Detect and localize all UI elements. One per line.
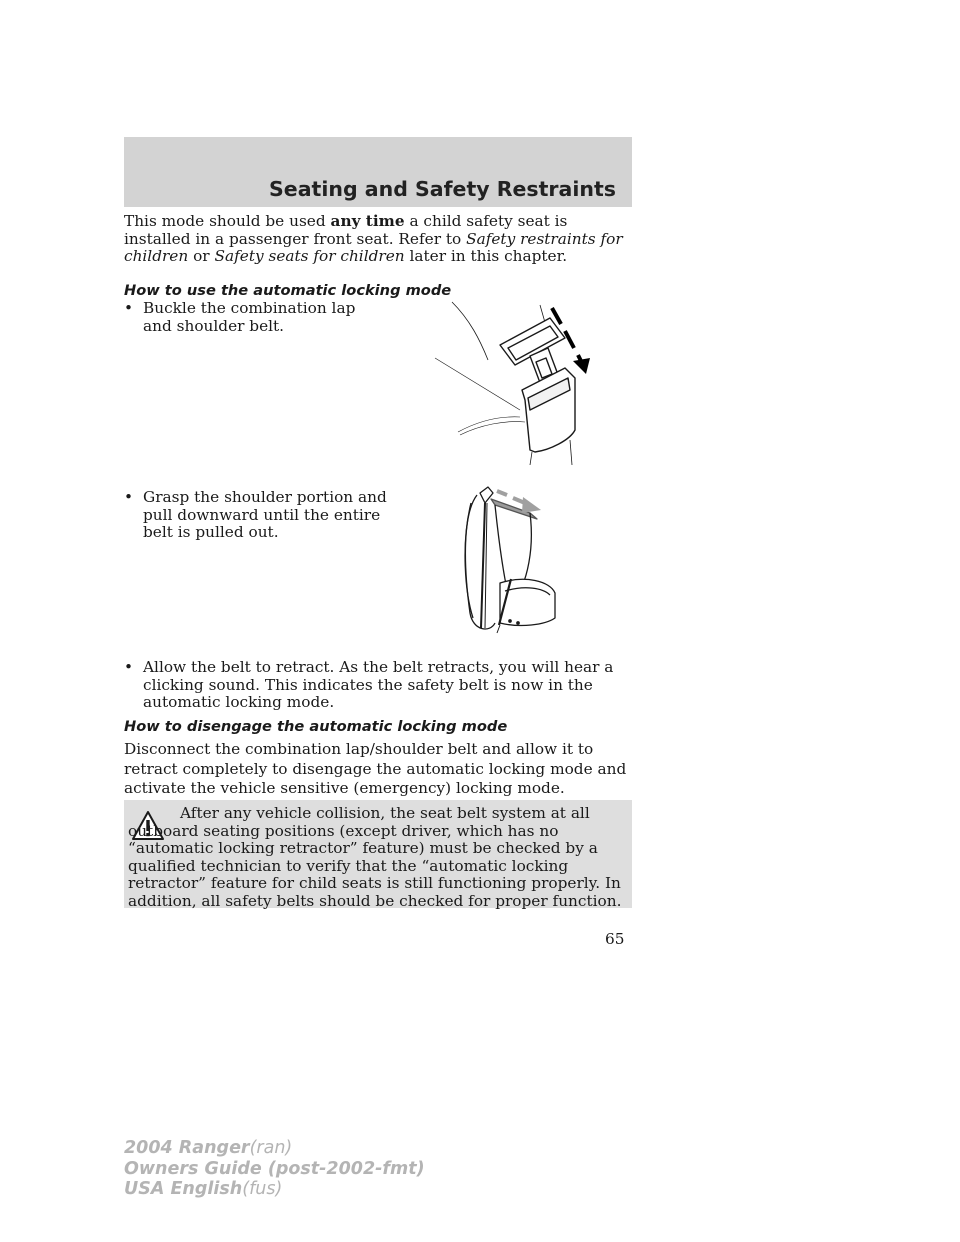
footer-model-code: (ran) — [249, 1138, 293, 1158]
intro-text-1: This mode should be used — [124, 212, 326, 230]
seat-belt-pull-illustration — [455, 483, 570, 638]
intro-reference-1: Safety restraints for children — [124, 229, 623, 266]
warning-box — [124, 800, 632, 908]
list-item-text: Grasp the shoulder portion and pull downward until the entire belt is pulled out. — [143, 488, 387, 542]
footer-language-code: (fus) — [242, 1179, 283, 1199]
intro-text-4: later in this chapter. — [409, 247, 568, 266]
disengage-paragraph: Disconnect the combination lap/shoulder belt and allow it to retract completely to disengage the automatic locking mode and activate the vehicle sensitive (emergency) locking mode. — [124, 740, 627, 797]
footer-language: USA English — [124, 1179, 243, 1199]
header-band — [124, 137, 632, 207]
intro-text-3: or — [193, 247, 210, 266]
page-title: Seating and Safety Restraints — [269, 177, 616, 201]
intro-reference-2: Safety seats for children — [214, 247, 405, 266]
page-number: 65 — [605, 930, 625, 948]
list-item-text: Allow the belt to retract. As the belt retracts, you will hear a clicking sound. This indicates the safety belt is now in the automatic locking mode. — [143, 658, 614, 712]
footer-line-1 — [124, 1138, 425, 1159]
bullet-icon: • — [124, 299, 134, 317]
document-footer — [124, 1138, 425, 1200]
section-heading-disengage-locking-mode: How to disengage the automatic locking mode — [124, 718, 508, 735]
buckle-illustration — [430, 300, 600, 465]
list-item-text: Buckle the combination lap and shoulder belt. — [143, 299, 356, 335]
bullet-icon: • — [124, 658, 134, 676]
intro-paragraph — [124, 213, 632, 266]
footer-line-2: Owners Guide (post-2002-fmt) — [124, 1158, 425, 1179]
bullet-icon: • — [124, 488, 134, 506]
footer-line-3 — [124, 1179, 425, 1200]
intro-text-2: a child safety seat is installed in a passenger front seat. Refer to — [124, 212, 568, 248]
section-heading-use-locking-mode: How to use the automatic locking mode — [124, 282, 452, 299]
intro-emphasis: any time — [330, 212, 405, 230]
footer-model: 2004 Ranger — [124, 1138, 250, 1158]
warning-text: After any vehicle collision, the seat belt system at all outboard seating positions (except driver, which has no “automatic locking retractor” feature) must be checked by a qualified technician to verify that the “automatic locking retractor” feature for child seats is still functioning properly. In addition, all safety belts should be checked for proper function. — [128, 804, 622, 910]
